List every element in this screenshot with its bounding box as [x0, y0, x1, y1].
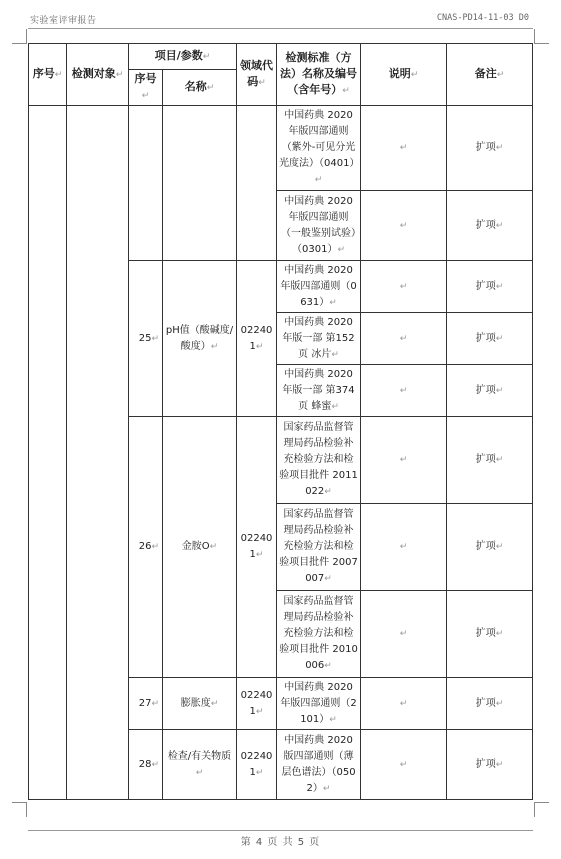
- field-code-cell: [237, 106, 277, 261]
- seq-cell: [29, 106, 67, 800]
- object-cell: [67, 106, 129, 800]
- explain-cell: [361, 261, 447, 313]
- item-name-cell: 膨胀度 ↵: [163, 678, 237, 730]
- explain-cell: [361, 504, 447, 591]
- field-code-cell: 022401 ↵: [237, 730, 277, 800]
- explain-cell: [361, 313, 447, 365]
- explain-cell: [361, 417, 447, 504]
- remark-cell: 扩项 ↵: [447, 678, 533, 730]
- explain-cell: [361, 365, 447, 417]
- standard-cell: 中国药典 2020 年版一部 第374页 蜂蜜 ↵: [277, 365, 361, 417]
- item-name-cell: 金胺O ↵: [163, 417, 237, 678]
- field-code-cell: 022401 ↵: [237, 417, 277, 678]
- col-header-item-seq: 序号 ↵: [129, 70, 163, 106]
- item-seq-cell: 26 ↵: [129, 417, 163, 678]
- item-name-cell: [163, 106, 237, 261]
- remark-cell: 扩项 ↵: [447, 106, 533, 191]
- standard-cell: 中国药典 2020 年版一部 第152页 冰片 ↵: [277, 313, 361, 365]
- header-form-code: CNAS-PD14-11-03 D0: [436, 13, 529, 23]
- explain-cell: [361, 678, 447, 730]
- remark-cell: 扩项 ↵: [447, 504, 533, 591]
- col-header-item-param: 项目/参数 ↵: [129, 44, 237, 70]
- corner-mark: [534, 29, 549, 44]
- remark-cell: 扩项 ↵: [447, 313, 533, 365]
- standard-cell: 中国药典 2020 年版四部通则（0631） ↵: [277, 261, 361, 313]
- corner-mark: [12, 29, 27, 44]
- explain-cell: [361, 591, 447, 678]
- col-header-seq: 序号 ↵: [29, 44, 67, 106]
- standard-cell: 国家药品监督管理局药品检验补充检验方法和检验项目批件 2007007 ↵: [277, 504, 361, 591]
- standard-cell: 国家药品监督管理局药品检验补充检验方法和检验项目批件 2010006 ↵: [277, 591, 361, 678]
- standard-cell: 国家药品监督管理局药品检验补充检验方法和检验项目批件 2011022 ↵: [277, 417, 361, 504]
- page-number: 第 4 页 共 5 页: [240, 837, 321, 848]
- explain-cell: [361, 730, 447, 800]
- standard-cell: 中国药典 2020 年版四部通则（2101） ↵: [277, 678, 361, 730]
- remark-cell: 扩项 ↵: [447, 261, 533, 313]
- remark-cell: 扩项 ↵: [447, 191, 533, 261]
- scope-table: [28, 43, 533, 800]
- corner-mark: [534, 802, 549, 817]
- header-rule: [28, 28, 533, 29]
- standard-cell: 中国药典 2020 年版四部通则（一般鉴别试验）（0301） ↵: [277, 191, 361, 261]
- standard-cell: 中国药典 2020 年版四部通则（紫外-可见分光光度法）（0401） ↵: [277, 106, 361, 191]
- standard-cell: 中国药典 2020 版四部通则（薄层色谱法）（0502） ↵: [277, 730, 361, 800]
- remark-cell: 扩项 ↵: [447, 730, 533, 800]
- col-header-object: 检测对象 ↵: [67, 44, 129, 106]
- field-code-cell: 022401 ↵: [237, 261, 277, 417]
- col-header-explain: 说明 ↵: [361, 44, 447, 106]
- item-seq-cell: 25 ↵: [129, 261, 163, 417]
- corner-mark: [12, 802, 27, 817]
- col-header-standard: 检测标准（方法）名称及编号（含年号） ↵: [277, 44, 361, 106]
- remark-cell: 扩项 ↵: [447, 417, 533, 504]
- col-header-remark: 备注 ↵: [447, 44, 533, 106]
- remark-cell: 扩项 ↵: [447, 365, 533, 417]
- item-seq-cell: [129, 106, 163, 261]
- field-code-cell: 022401 ↵: [237, 678, 277, 730]
- footer-rule: [28, 830, 533, 831]
- explain-cell: [361, 106, 447, 191]
- item-name-cell: pH值（酸碱度/酸度） ↵: [163, 261, 237, 417]
- header-report-title: 实验室评审报告: [30, 16, 97, 26]
- table-row: [29, 106, 533, 191]
- col-header-item-name: 名称 ↵: [163, 70, 237, 106]
- item-seq-cell: 28 ↵: [129, 730, 163, 800]
- explain-cell: [361, 191, 447, 261]
- item-seq-cell: 27 ↵: [129, 678, 163, 730]
- item-name-cell: 检查/有关物质 ↵: [163, 730, 237, 800]
- col-header-field-code: 领域代码 ↵: [237, 44, 277, 106]
- remark-cell: 扩项 ↵: [447, 591, 533, 678]
